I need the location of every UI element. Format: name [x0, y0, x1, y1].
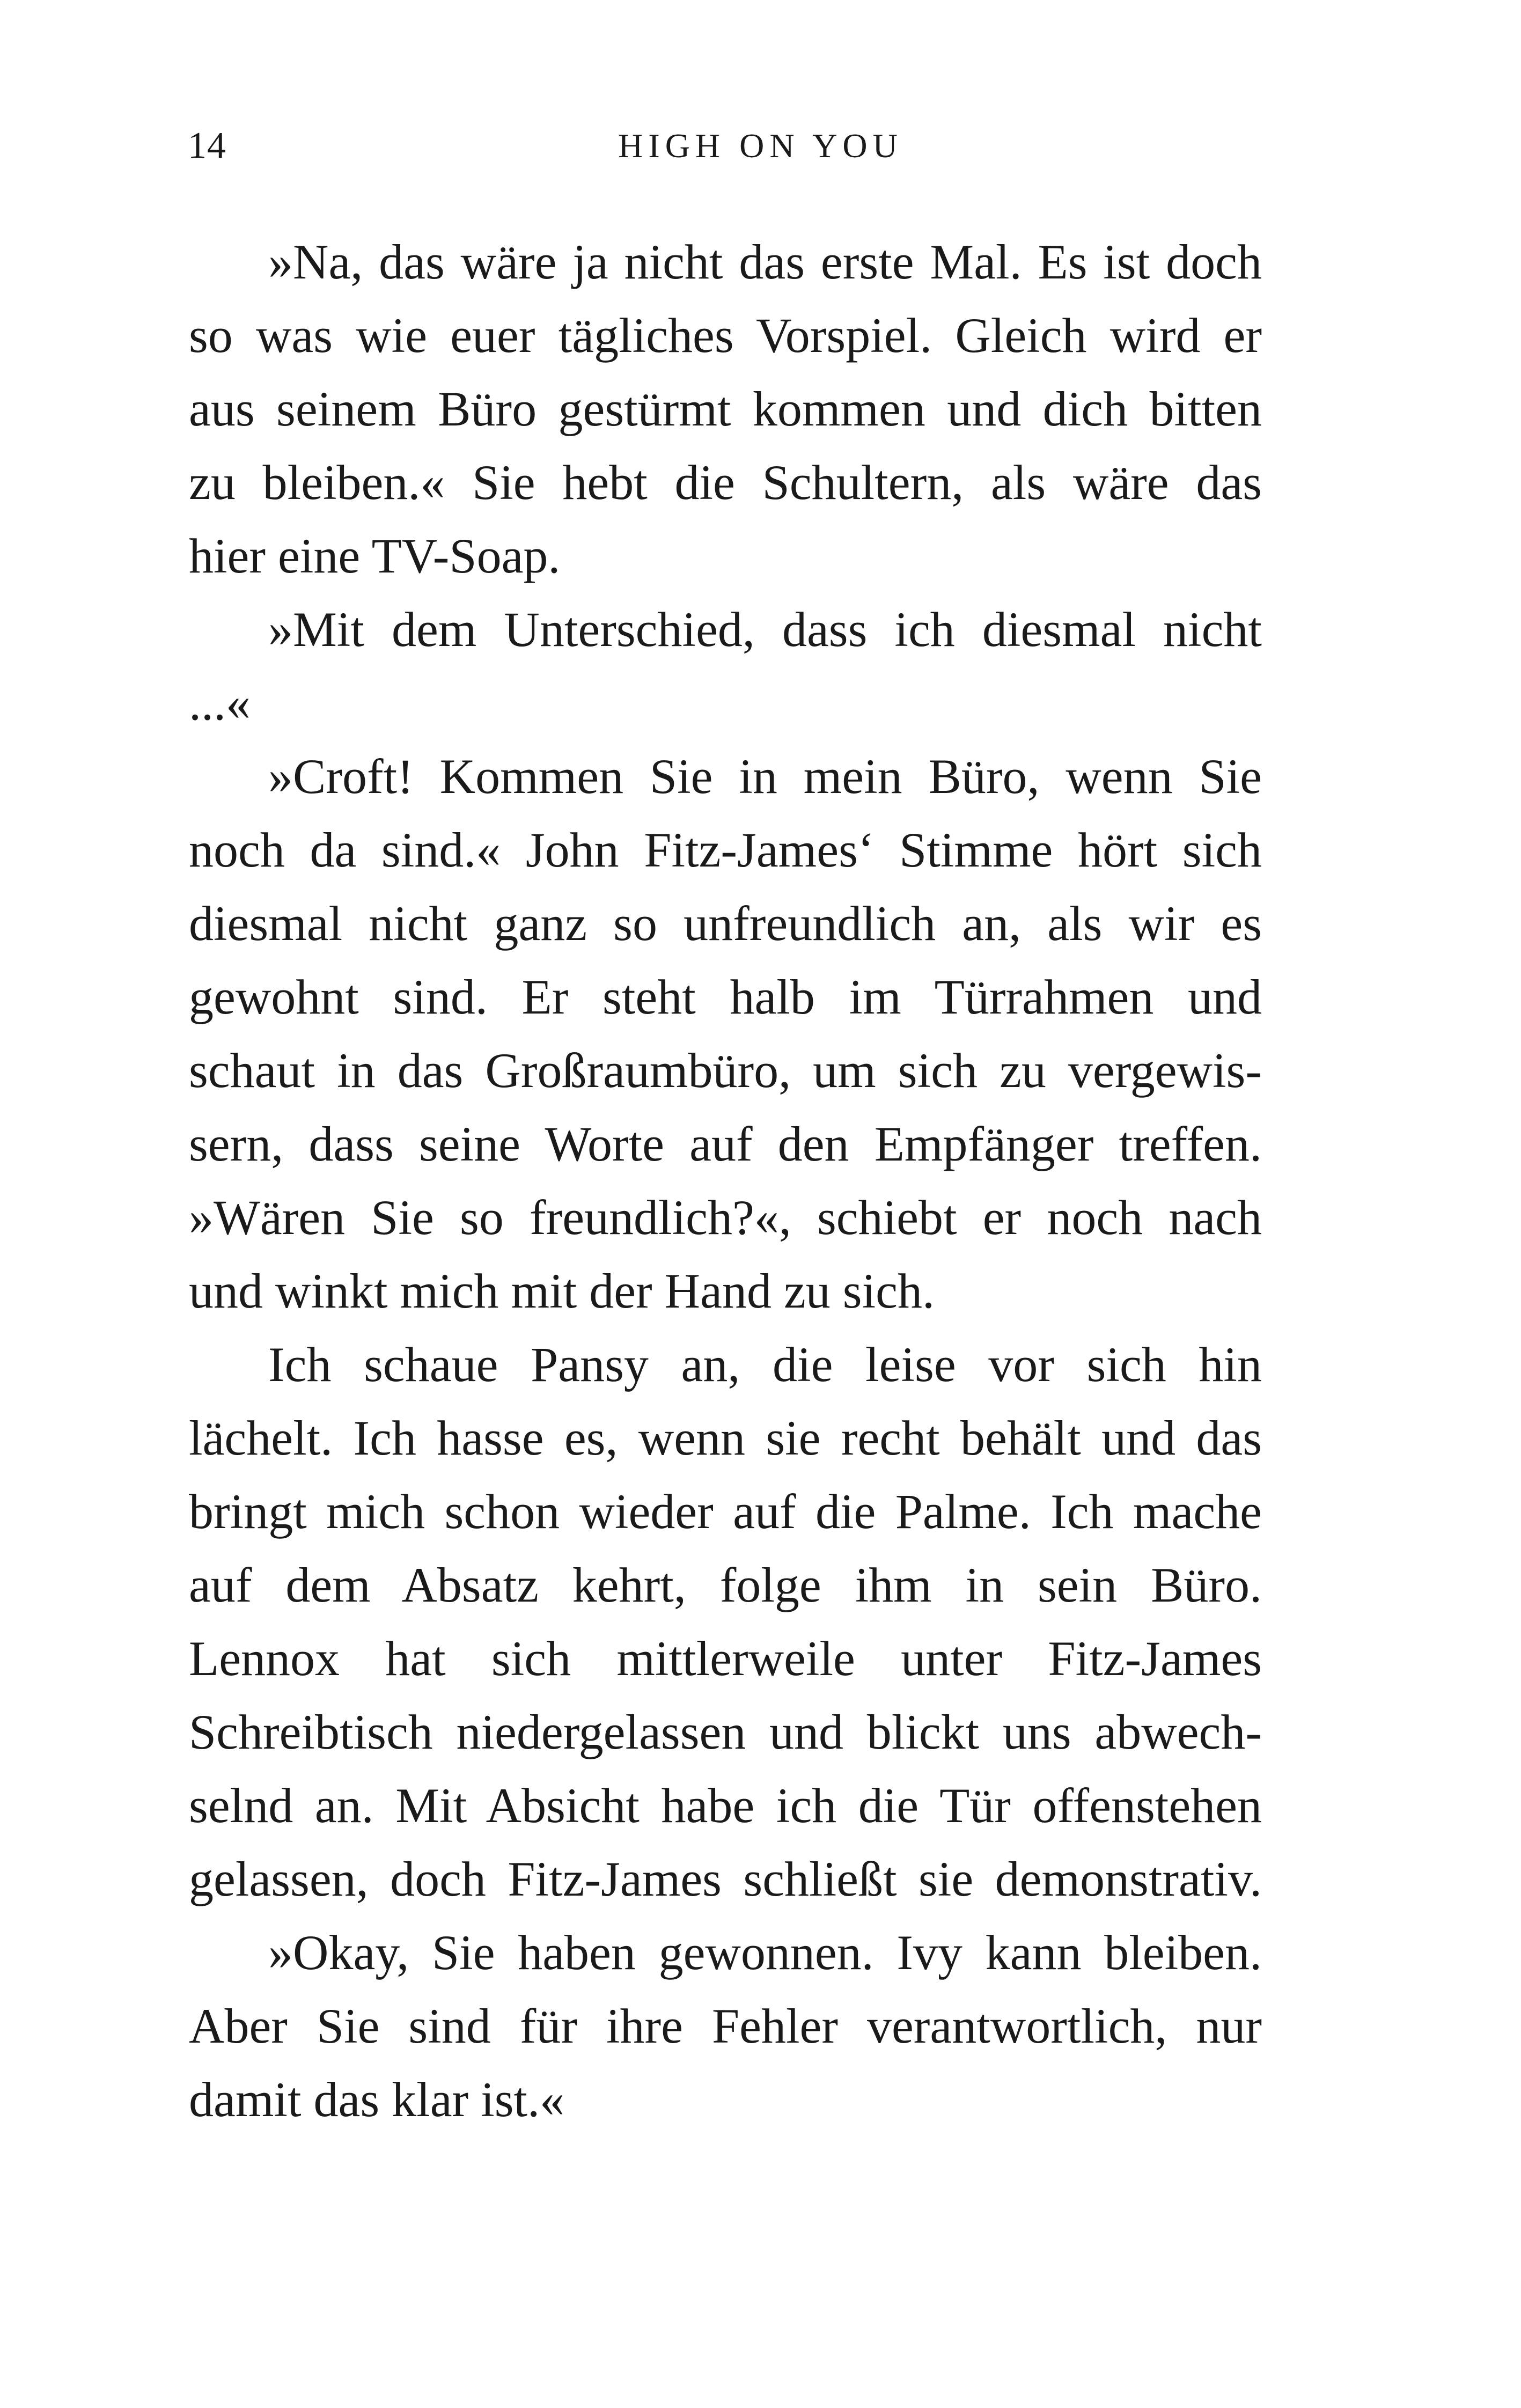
text-line: sern, dass seine Worte auf den Empfänger treffen. [189, 1117, 1262, 1171]
text-line: und winkt mich mit der Hand zu sich. [189, 1264, 935, 1318]
text-line: auf dem Absatz kehrt, folge ihm in sein Büro. [189, 1558, 1262, 1612]
text-line: Schreibtisch niedergelassen und blickt uns abwech- [189, 1705, 1262, 1759]
text-line: aus seinem Büro gestürmt kommen und dich bitten [189, 381, 1262, 436]
text-line: Aber Sie sind für ihre Fehler verantwortlich, nur [189, 1999, 1262, 2053]
running-head: HIGH ON YOU [618, 127, 903, 165]
text-line: »Okay, Sie haben gewonnen. Ivy kann bleiben. [268, 1925, 1262, 1980]
text-line: bringt mich schon wieder auf die Palme. Ich mache [189, 1484, 1262, 1539]
text-line: lächelt. Ich hasse es, wenn sie recht behält und das [189, 1411, 1262, 1465]
text-line: hier eine TV-Soap. [189, 528, 561, 583]
text-line: selnd an. Mit Absicht habe ich die Tür offenstehen [189, 1778, 1262, 1833]
text-line: zu bleiben.« Sie hebt die Schultern, als wäre das [189, 455, 1262, 510]
text-line: Ich schaue Pansy an, die leise vor sich hin [268, 1337, 1262, 1392]
text-line: »Croft! Kommen Sie in mein Büro, wenn Sie [268, 749, 1262, 804]
text-line: diesmal nicht ganz so unfreundlich an, als wir es [189, 896, 1262, 951]
text-line: damit das klar ist.« [189, 2072, 565, 2127]
text-line: gelassen, doch Fitz-James schließt sie demonstrativ. [189, 1852, 1262, 1906]
text-line: so was wie euer tägliches Vorspiel. Gleich wird er [189, 308, 1262, 363]
body-text [189, 225, 1262, 2137]
text-line: schaut in das Großraumbüro, um sich zu vergewis- [189, 1043, 1262, 1098]
text-line: ...« [189, 676, 251, 730]
text-line: »Mit dem Unterschied, dass ich diesmal nicht [268, 602, 1262, 657]
text-line: »Wären Sie so freundlich?«, schiebt er noch nach [189, 1190, 1262, 1245]
page-number: 14 [188, 125, 226, 166]
text-line: noch da sind.« John Fitz-James‘ Stimme hört sich [189, 823, 1262, 877]
text-line: Lennox hat sich mittlerweile unter Fitz-James [189, 1631, 1262, 1686]
text-line: gewohnt sind. Er steht halb im Türrahmen und [189, 970, 1262, 1024]
text-line: »Na, das wäre ja nicht das erste Mal. Es ist doch [268, 234, 1262, 289]
